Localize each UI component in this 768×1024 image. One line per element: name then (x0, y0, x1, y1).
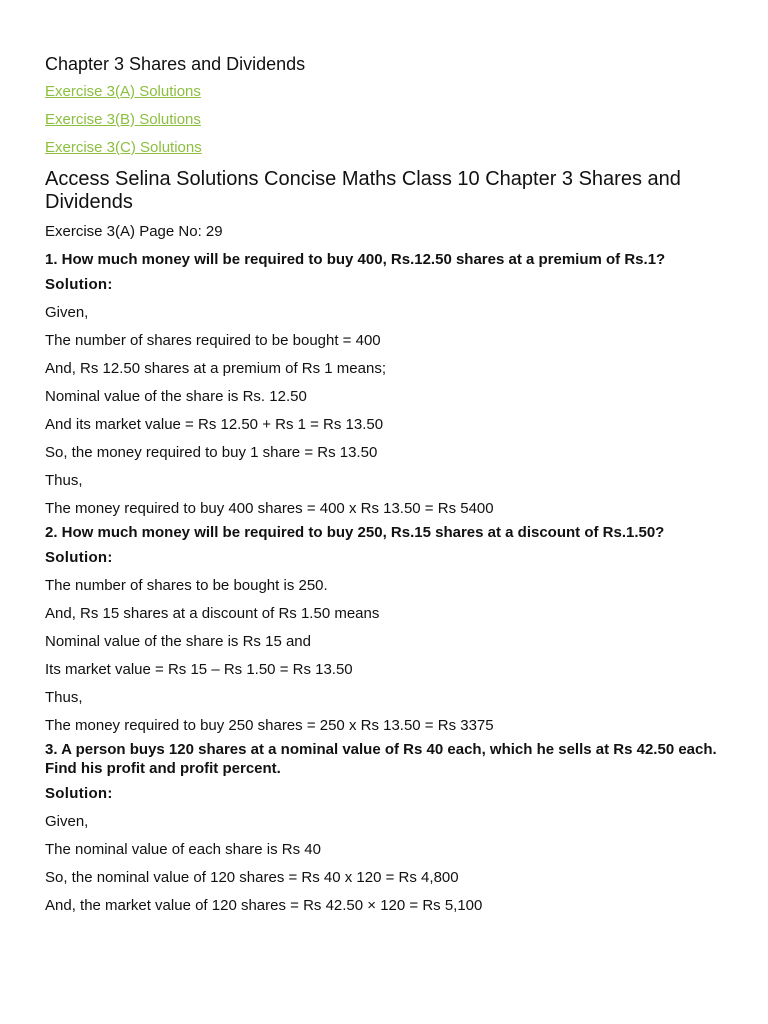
q1-solution-line: The number of shares required to be bought = 400 (45, 332, 381, 349)
solution-label-2: Solution: (45, 549, 113, 566)
q1-solution-line: Thus, (45, 472, 83, 489)
q1-solution-line: The money required to buy 400 shares = 400 x Rs 13.50 = Rs 5400 (45, 500, 494, 517)
document-page (45, 52, 735, 924)
q1-solution-line: Nominal value of the share is Rs. 12.50 (45, 388, 307, 405)
q2-solution-line: And, Rs 15 shares at a discount of Rs 1.50 means (45, 605, 380, 622)
q3-solution-line: And, the market value of 120 shares = Rs 42.50 × 120 = Rs 5,100 (45, 897, 483, 914)
q3-solution-line: Given, (45, 813, 89, 830)
question-2: 2. How much money will be required to buy 250, Rs.15 shares at a discount of Rs.1.50? (45, 524, 665, 541)
q3-solution-line: So, the nominal value of 120 shares = Rs 40 x 120 = Rs 4,800 (45, 869, 459, 886)
q2-solution-line: Thus, (45, 689, 83, 706)
q1-solution-line: Given, (45, 304, 89, 321)
solution-label-3: Solution: (45, 785, 113, 802)
q2-solution-line: The money required to buy 250 shares = 250 x Rs 13.50 = Rs 3375 (45, 717, 494, 734)
link-exercise-3c[interactable]: Exercise 3(C) Solutions (45, 139, 202, 156)
exercise-page-number: Exercise 3(A) Page No: 29 (45, 223, 223, 240)
solution-label-1: Solution: (45, 276, 113, 293)
q3-solution-line: The nominal value of each share is Rs 40 (45, 841, 321, 858)
section-title: Access Selina Solutions Concise Maths Class 10 Chapter 3 Shares and Dividends (45, 168, 681, 213)
link-exercise-3a[interactable]: Exercise 3(A) Solutions (45, 83, 201, 100)
question-1: 1. How much money will be required to buy 400, Rs.12.50 shares at a premium of Rs.1? (45, 251, 666, 268)
q1-solution-line: And, Rs 12.50 shares at a premium of Rs 1 means; (45, 360, 386, 377)
q2-solution-line: Its market value = Rs 15 – Rs 1.50 = Rs 13.50 (45, 661, 353, 678)
q2-solution-line: Nominal value of the share is Rs 15 and (45, 633, 311, 650)
q1-solution-line: So, the money required to buy 1 share = Rs 13.50 (45, 444, 378, 461)
q2-solution-line: The number of shares to be bought is 250. (45, 577, 328, 594)
question-3: 3. A person buys 120 shares at a nominal value of Rs 40 each, which he sells at Rs 42.50 each. Find his profit and profit percent. (45, 741, 717, 777)
q1-solution-line: And its market value = Rs 12.50 + Rs 1 = Rs 13.50 (45, 416, 384, 433)
link-exercise-3b[interactable]: Exercise 3(B) Solutions (45, 111, 201, 128)
chapter-title: Chapter 3 Shares and Dividends (45, 54, 306, 74)
